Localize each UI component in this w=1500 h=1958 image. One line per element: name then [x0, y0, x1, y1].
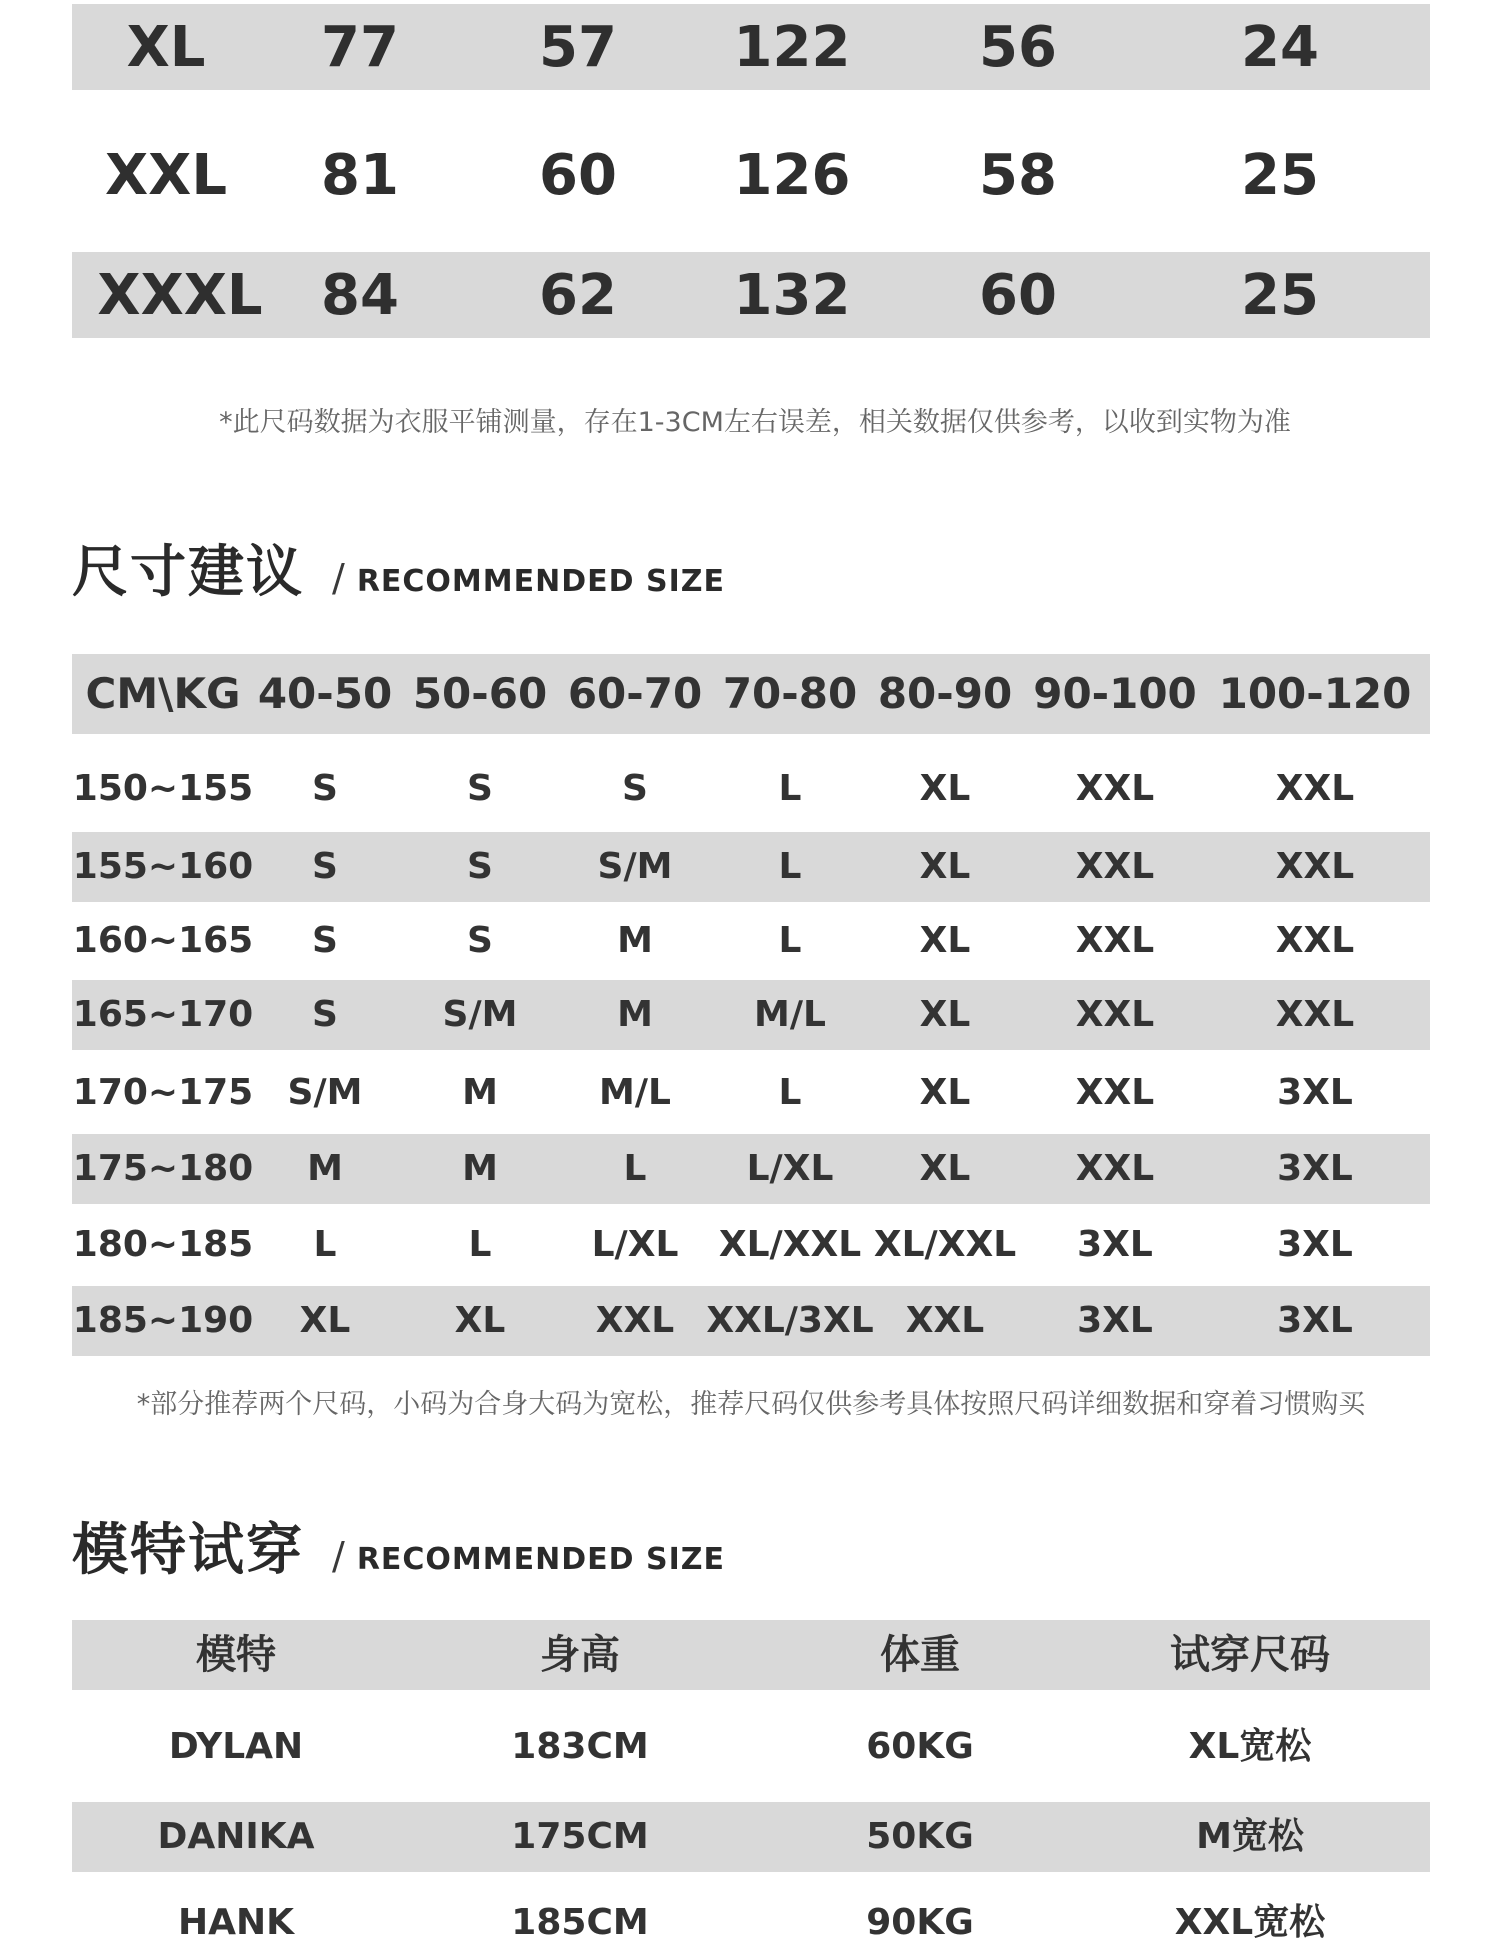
model-name: HANK — [177, 1902, 295, 1943]
model-row — [0, 1888, 1500, 1958]
recommended-size: S — [312, 994, 338, 1035]
recommend-row — [0, 1210, 1500, 1280]
size-value: 56 — [979, 15, 1057, 80]
model-weight: 60KG — [866, 1726, 974, 1767]
header-model: 模特 — [196, 1632, 276, 1678]
recommended-size: L/XL — [591, 1224, 679, 1265]
recommended-size: XL — [919, 994, 971, 1035]
recommended-size: XL — [919, 1072, 971, 1113]
recommend-row — [0, 1134, 1500, 1204]
models-header-row — [0, 1620, 1500, 1690]
height-range: 150~155 — [72, 768, 254, 809]
recommended-size: M — [307, 1148, 343, 1189]
recommend-row — [0, 906, 1500, 976]
recommended-size: 3XL — [1077, 1224, 1153, 1265]
size-chart-row — [0, 252, 1500, 340]
recommended-size: 3XL — [1277, 1148, 1353, 1189]
recommend-row — [0, 754, 1500, 824]
recommend-title-en: RECOMMENDED SIZE — [356, 564, 725, 599]
recommended-size: 3XL — [1277, 1300, 1353, 1341]
size-label: XXXL — [97, 263, 263, 328]
recommended-size: XL — [919, 1148, 971, 1189]
size-value: 60 — [539, 143, 617, 208]
size-label: XL — [126, 15, 206, 80]
recommended-size: S/M — [597, 846, 673, 887]
recommended-size: M — [617, 920, 653, 961]
recommended-size: XXL — [1075, 768, 1155, 809]
recommended-size: XXL — [1275, 920, 1355, 961]
title-slash: / — [332, 556, 345, 600]
model-height: 183CM — [511, 1726, 649, 1767]
header-weight: 80-90 — [877, 669, 1013, 718]
size-value: 81 — [321, 143, 399, 208]
recommended-size: S — [467, 920, 493, 961]
recommended-size: 3XL — [1277, 1224, 1353, 1265]
recommended-size: XXL — [1075, 920, 1155, 961]
size-value: 60 — [979, 263, 1057, 328]
recommended-size: XL/XXL — [873, 1224, 1017, 1265]
height-range: 185~190 — [72, 1300, 254, 1341]
size-chart-row — [0, 132, 1500, 220]
recommended-size: XL — [919, 846, 971, 887]
header-cm-kg: CM\KG — [85, 669, 241, 718]
model-row — [0, 1712, 1500, 1782]
recommend-row — [0, 980, 1500, 1050]
recommended-size: S/M — [442, 994, 518, 1035]
recommended-size: XXL — [1075, 846, 1155, 887]
recommended-size: XL — [299, 1300, 351, 1341]
recommended-size: S/M — [287, 1072, 363, 1113]
size-value: 58 — [979, 143, 1057, 208]
recommended-size: M/L — [754, 994, 826, 1035]
height-range: 165~170 — [72, 994, 254, 1035]
model-weight: 90KG — [866, 1902, 974, 1943]
size-value: 122 — [733, 15, 851, 80]
recommend-note: *部分推荐两个尺码，小码为合身大码为宽松，推荐尺码仅供参考具体按照尺码详细数据和穿着习惯购买 — [136, 1389, 1366, 1420]
size-value: 62 — [539, 263, 617, 328]
model-row — [0, 1802, 1500, 1872]
model-height: 175CM — [511, 1816, 649, 1857]
recommend-title-cn: 尺寸建议 — [72, 540, 304, 605]
model-weight: 50KG — [866, 1816, 974, 1857]
height-range: 160~165 — [72, 920, 254, 961]
recommended-size: XXL/3XL — [706, 1300, 874, 1341]
recommended-size: XXL — [1275, 994, 1355, 1035]
header-size: 试穿尺码 — [1170, 1632, 1330, 1678]
model-height: 185CM — [511, 1902, 649, 1943]
model-size: XL宽松 — [1188, 1726, 1312, 1767]
recommend-row — [0, 1058, 1500, 1128]
size-value: 77 — [321, 15, 399, 80]
size-label: XXL — [104, 143, 228, 208]
recommended-size: XXL — [1275, 768, 1355, 809]
recommended-size: L — [468, 1224, 492, 1265]
height-range: 180~185 — [72, 1224, 254, 1265]
recommended-size: L — [778, 920, 802, 961]
recommend-header-row — [0, 654, 1500, 734]
header-height: 身高 — [540, 1632, 620, 1678]
recommended-size: M — [462, 1148, 498, 1189]
recommended-size: S — [467, 768, 493, 809]
size-value: 25 — [1241, 143, 1319, 208]
recommended-size: S — [312, 768, 338, 809]
recommended-size: 3XL — [1077, 1300, 1153, 1341]
header-weight: 70-80 — [722, 669, 858, 718]
size-value: 57 — [539, 15, 617, 80]
models-title-cn: 模特试穿 — [72, 1518, 304, 1583]
recommended-size: L — [623, 1148, 647, 1189]
recommended-size: S — [312, 846, 338, 887]
header-weight: 100-120 — [1218, 669, 1412, 718]
recommended-size: XXL — [1075, 1148, 1155, 1189]
header-weight: 60-70 — [567, 669, 703, 718]
header-weight: 90-100 — [1033, 669, 1197, 718]
height-range: 155~160 — [72, 846, 254, 887]
recommended-size: L — [313, 1224, 337, 1265]
recommended-size: XXL — [1275, 846, 1355, 887]
recommended-size: L — [778, 768, 802, 809]
recommended-size: XL/XXL — [718, 1224, 862, 1265]
model-size: M宽松 — [1196, 1816, 1304, 1857]
recommended-size: XL — [919, 768, 971, 809]
recommend-row — [0, 832, 1500, 902]
title-slash: / — [332, 1534, 345, 1578]
recommended-size: S — [467, 846, 493, 887]
models-section-title — [72, 1506, 725, 1586]
model-name: DYLAN — [168, 1726, 304, 1767]
models-title-en: RECOMMENDED SIZE — [356, 1542, 725, 1577]
model-size: XXL宽松 — [1174, 1902, 1326, 1943]
recommended-size: S — [622, 768, 648, 809]
recommended-size: XXL — [905, 1300, 985, 1341]
recommended-size: M/L — [599, 1072, 671, 1113]
recommend-row — [0, 1286, 1500, 1356]
recommended-size: S — [312, 920, 338, 961]
recommended-size: M — [617, 994, 653, 1035]
recommended-size: XL — [919, 920, 971, 961]
recommend-section-title — [72, 528, 725, 608]
size-value: 84 — [321, 263, 399, 328]
model-name: DANIKA — [157, 1816, 315, 1857]
size-value: 25 — [1241, 263, 1319, 328]
recommended-size: XXL — [1075, 994, 1155, 1035]
recommended-size: XXL — [595, 1300, 675, 1341]
recommended-size: 3XL — [1277, 1072, 1353, 1113]
header-weight: 40-50 — [257, 669, 393, 718]
height-range: 170~175 — [72, 1072, 254, 1113]
recommended-size: L — [778, 1072, 802, 1113]
recommended-size: L — [778, 846, 802, 887]
recommended-size: M — [462, 1072, 498, 1113]
recommended-size: XXL — [1075, 1072, 1155, 1113]
size-value: 132 — [733, 263, 851, 328]
size-value: 126 — [733, 143, 851, 208]
size-chart-row — [0, 4, 1500, 92]
height-range: 175~180 — [72, 1148, 254, 1189]
header-weight: 体重 — [880, 1632, 960, 1678]
header-weight: 50-60 — [412, 669, 548, 718]
size-value: 24 — [1241, 15, 1319, 80]
recommended-size: L/XL — [746, 1148, 834, 1189]
recommended-size: XL — [454, 1300, 506, 1341]
size-chart-note: *此尺码数据为衣服平铺测量，存在1-3CM左右误差，相关数据仅供参考，以收到实物为准 — [219, 407, 1291, 438]
